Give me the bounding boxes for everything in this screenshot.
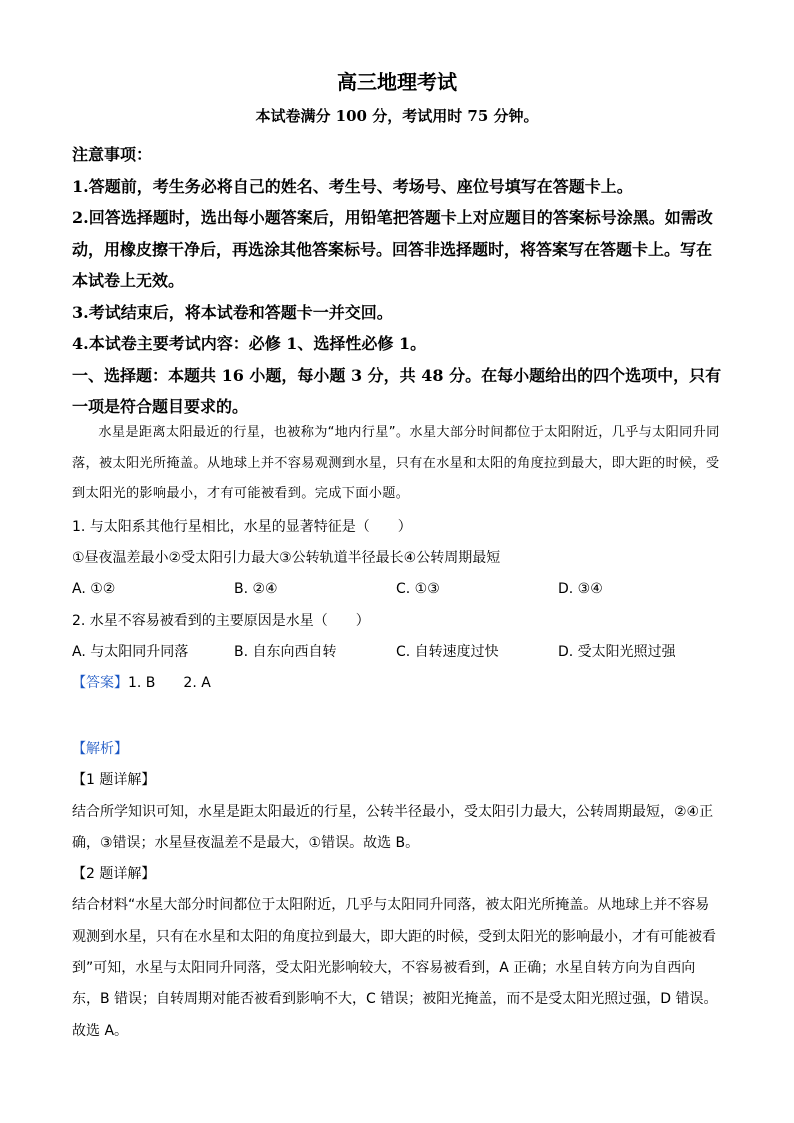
q2-option-b: B. 自东向西自转	[234, 643, 337, 660]
answer-text: 1. B 2. A	[128, 675, 211, 692]
passage-text: 水星是距离太阳最近的行星，也被称为“地内行星”。水星大部分时间都位于太阳附近，几乎与太阳同升同落，被太阳光所掩盖。从地球上并不容易观测到水星，只有在水星和太阳的角度拉到最大，即大距的时候，受到太阳光的影响最小，才有可能被看到。完成下面小题。	[72, 425, 720, 501]
note-item-1: 1.答题前，考生务必将自己的姓名、考生号、考场号、座位号填写在答题卡上。	[72, 176, 633, 196]
exam-title: 高三地理考试	[337, 70, 457, 94]
analysis-section	[72, 734, 722, 1047]
detail-2-label: 【2 题详解】	[72, 866, 156, 883]
exam-subtitle: 本试卷满分 100 分，考试用时 75 分钟。	[255, 107, 539, 125]
q1-stem: 1. 与太阳系其他行星相比，水星的显著特征是（ ）	[72, 519, 412, 535]
answer-label: 【答案】	[72, 675, 128, 692]
q1-option-c: C. ①③	[396, 581, 440, 598]
detail-1-label: 【1 题详解】	[72, 772, 156, 789]
q1-statements: ①昼夜温差最小②受太阳引力最大③公转轨道半径最长④公转周期最短	[72, 550, 501, 567]
q1-option-a: A. ①②	[72, 581, 116, 598]
note-item-4: 4.本试卷主要考试内容：必修 1、选择性必修 1。	[72, 334, 427, 353]
answer-line	[72, 668, 722, 699]
note-item-2: 2.回答选择题时，选出每小题答案后，用铅笔把答题卡上对应题目的答案标号涂黑。如需改动，用橡皮擦干净后，再选涂其他答案标号。回答非选择题时，将答案写在答题卡上。写在本试卷上无效。	[72, 208, 713, 290]
analysis-label: 【解析】	[72, 741, 128, 757]
questions	[72, 512, 722, 699]
q2-option-c: C. 自转速度过快	[396, 643, 499, 660]
notes-section	[72, 139, 722, 423]
note-item-3: 3.考试结束后，将本试卷和答题卡一并交回。	[72, 302, 393, 322]
section-instruction: 一、选择题：本题共 16 小题，每小题 3 分，共 48 分。在每小题给出的四个选项中，只有一项是符合题目要求的。	[72, 365, 722, 416]
notes-heading: 注意事项：	[72, 145, 153, 164]
detail-1-text: 结合所学知识可知，水星是距太阳最近的行星，公转半径最小，受太阳引力最大，公转周期最短，②④正确，③错误；水星昼夜温差不是最大，①错误。故选 B。	[72, 803, 714, 851]
q1-options	[72, 574, 722, 605]
q2-option-d: D. 受太阳光照过强	[558, 643, 676, 660]
q1-option-b: B. ②④	[234, 581, 278, 598]
q2-option-a: A. 与太阳同升同落	[72, 643, 189, 660]
reading-passage	[72, 418, 722, 510]
q2-options	[72, 637, 722, 668]
detail-2-text: 结合材料“水星大部分时间都位于太阳附近，几乎与太阳同升同落，被太阳光所掩盖。从地球上并不容易观测到水星，只有在水星和太阳的角度拉到最大，即大距的时候，受到太阳光的影响最小，才有可能被看到”可知，水星与太阳同升同落，受太阳光影响较大，不容易被看到，A 正确；水星自转方向为自西向东，B 错误；自转周期对能否被看到影响不大，C 错误；被阳光掩盖，而不是受太阳光照过强，D 错误。故选 A。	[72, 897, 718, 1039]
q1-option-d: D. ③④	[558, 581, 603, 598]
q2-stem: 2. 水星不容易被看到的主要原因是水星（ ）	[72, 612, 370, 629]
